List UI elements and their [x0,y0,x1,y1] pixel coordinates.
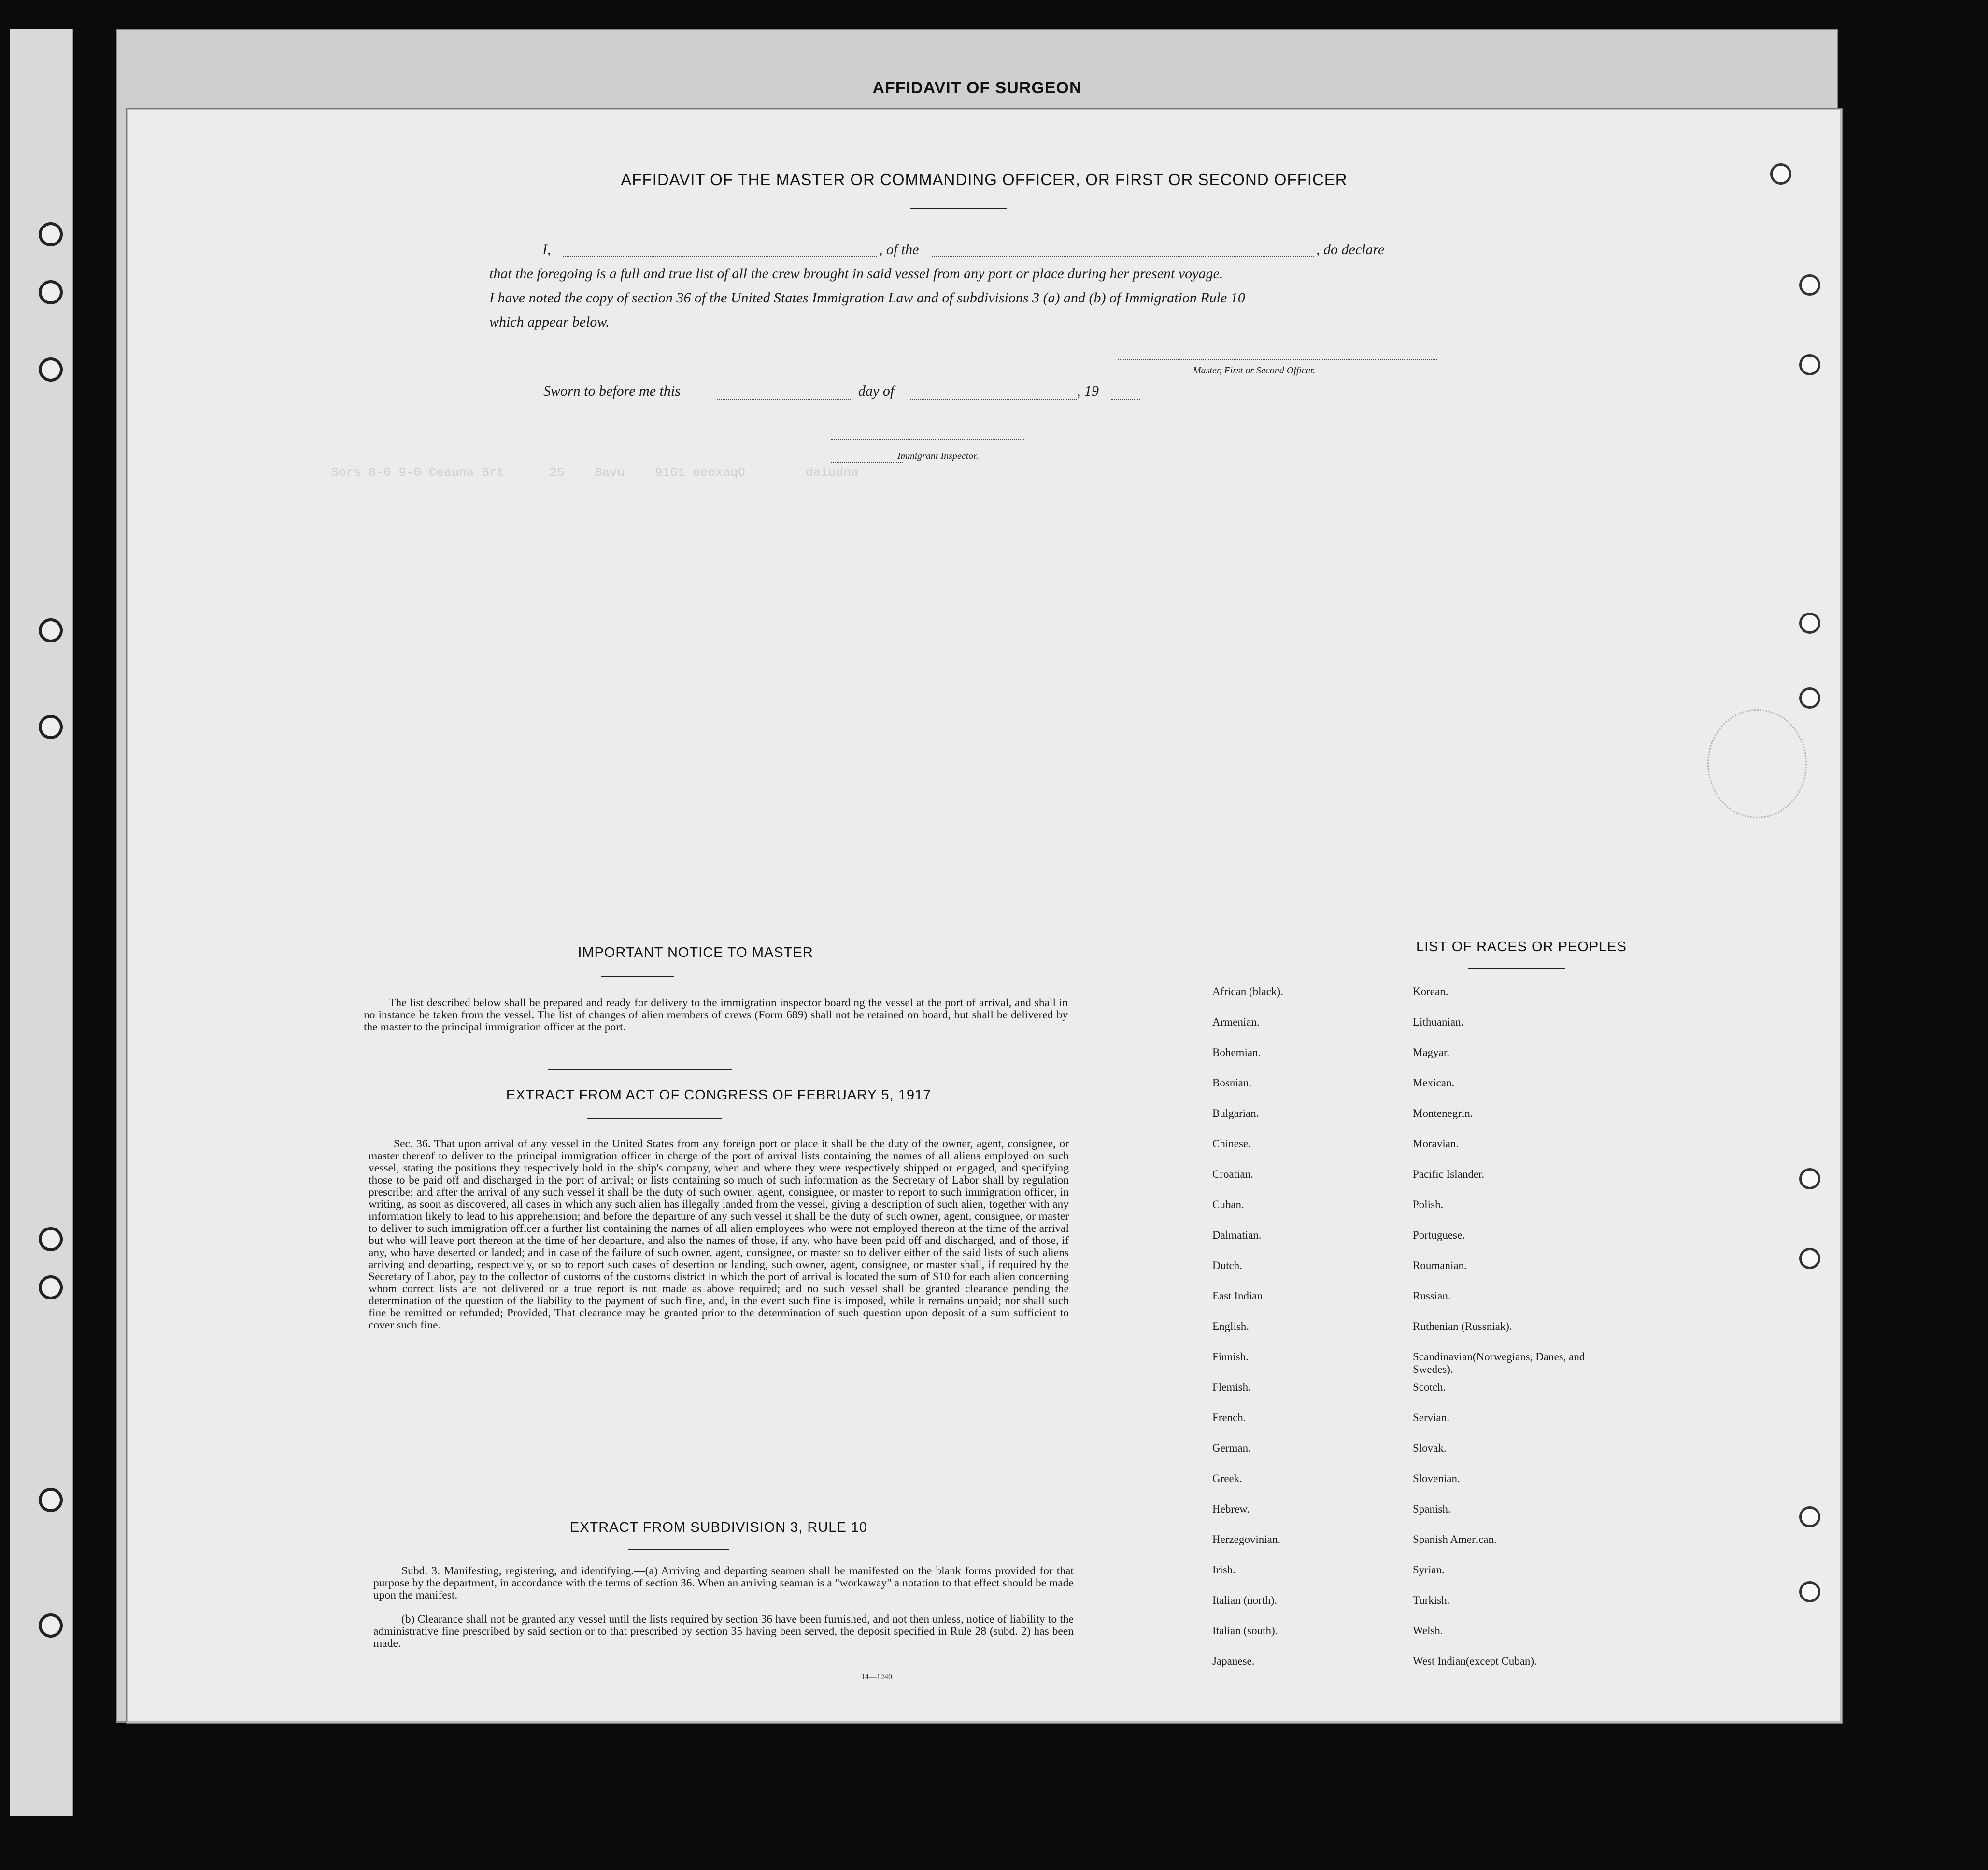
affidavit-title: AFFIDAVIT OF THE MASTER OR COMMANDING OFFICER, OR FIRST OR SECOND OFFICER [621,171,1348,188]
master-signature-label: Master, First or Second Officer. [1193,365,1316,376]
vessel-name-field[interactable] [932,256,1314,257]
punch-hole-icon [1799,1168,1820,1189]
sworn-year-label: , 19 [1077,383,1099,399]
affidavit-line-2: that the foregoing is a full and true list of all the crew brought in said vessel from any port or place during her present voyage. [489,266,1223,282]
title-underline [910,208,1007,209]
sworn-day-of-label: day of [858,383,895,399]
race-item: Cuban. [1212,1199,1244,1211]
races-right-column [1413,985,1625,1685]
binder-ring-icon [39,1275,63,1299]
race-item: Japanese. [1212,1655,1255,1667]
act-extract-title: EXTRACT FROM ACT OF CONGRESS OF FEBRUARY 5, 1917 [506,1087,932,1103]
bleed-through-text: Sors 8-0 9-0 Ceauna Brt 25 Bavu 9161 eeoxaqO daiudna [331,465,859,480]
race-item: Bosnian. [1212,1077,1252,1089]
ink-stamp [1707,709,1807,818]
race-item: Finnish. [1212,1351,1249,1363]
notice-title: IMPORTANT NOTICE TO MASTER [578,945,813,960]
form-number: 14—1240 [861,1673,892,1681]
punch-hole-icon [1799,687,1820,709]
race-item: Scandinavian(Norwegians, Danes, and Swedes). [1413,1351,1585,1375]
binder-ring-icon [39,280,63,304]
act-extract-text: Sec. 36. That upon arrival of any vessel in the United States from any foreign port or place it shall be the duty of the owner, agent, consignee, or master thereof to deliver to the principal immigration officer in charge of the port of arrival lists containing the names of all aliens employed on such vessel, stating the positions they respectively hold in the ship's company, when and where they were respectively shipped or engaged, and specifying those to be paid off and discharged in the port of arrival; or lists containing so much of such information as the Secretary of Labor shall by regulation prescribe; and after the arrival of any such vessel it shall be the duty of such owner, agent, consignee, or master to report to such immigration officer, in writing, as soon as discovered, all cases in which any such alien has illegally landed from the vessel, giving a description of such alien, together with any information likely to lead to his apprehension; and before the departure of any such vessel it shall be the duty of such owner, agent, consignee, or master to deliver to such immigration officer a further list containing the names of all alien employees who were not employed thereon at the time of the arrival but who will leave port thereon at the time of her departure, and also the names of those, if any, who have been paid off and discharged, and of those, if any, who have deserted or landed; and in case of the failure of such owner, agent, consignee, or master so to deliver either of the said lists of such aliens arriving and departing, respectively, or so to report such cases of desertion or landing, such owner, agent, consignee, or master shall, if required by the Secretary of Labor, pay to the collector of customs of the customs district in which the port of arrival is located the sum of $10 for each alien concerning whom correct lists are not delivered or a true report is not made as above required; and no such vessel shall be granted clearance pending the determination of the question of the liability to the payment of such fine, and, in the event such fine is imposed, while it remains unpaid; nor shall such fine be remitted or refunded; Provided, That clearance may be granted prior to the determination of such question upon deposit of a sum sufficient to cover such fine. [369,1138,1069,1331]
affidavit-i-label: I, [542,242,551,257]
back-sheet-header: AFFIDAVIT OF SURGEON [872,79,1082,97]
affidavit-of-the-label: , of the [879,242,919,257]
race-item: Slovak. [1413,1442,1447,1454]
race-item: German. [1212,1442,1251,1454]
punch-hole-icon [1799,274,1820,296]
binder-ring-icon [39,222,63,246]
races-left-column [1212,985,1283,1685]
officer-name-field[interactable] [563,256,877,257]
binder-ring-icon [39,715,63,739]
race-item: Spanish American. [1413,1533,1497,1545]
race-item: Dalmatian. [1212,1229,1262,1241]
race-item: Spanish. [1413,1503,1451,1515]
sworn-prefix: Sworn to before me this [543,383,681,399]
punch-hole-icon [1799,1506,1820,1527]
binder-ring-icon [39,1488,63,1512]
punch-hole-icon [1799,613,1820,634]
sworn-day-field[interactable] [717,399,852,400]
race-item: Montenegrin. [1413,1107,1473,1119]
race-item: Portuguese. [1413,1229,1465,1241]
race-item: Bulgarian. [1212,1107,1259,1119]
inspector-label: Immigrant Inspector. [897,451,979,461]
races-title: LIST OF RACES OR PEOPLES [1416,939,1627,955]
sworn-year-field[interactable] [1111,399,1140,400]
race-item: Scotch. [1413,1381,1446,1393]
notice-underline [601,976,674,977]
race-item: Syrian. [1413,1564,1445,1576]
binder-ring-icon [39,357,63,382]
rule-underline [628,1549,729,1550]
sworn-month-field[interactable] [910,399,1077,400]
race-item: Ruthenian (Russniak). [1413,1320,1512,1332]
race-item: French. [1212,1412,1246,1424]
race-item: Moravian. [1413,1138,1459,1150]
race-item: Magyar. [1413,1046,1450,1058]
race-item: Italian (north). [1212,1594,1278,1606]
race-item: Russian. [1413,1290,1451,1302]
binder-ring-icon [39,1227,63,1251]
rule-extract-text-a: Subd. 3. Manifesting, registering, and identifying.—(a) Arriving and departing seamen shall be manifested on the blank forms provided for that purpose by the department, in accordance with the terms of section 36. When an arriving seaman is a "workaway" a notation to that effect should be made upon the manifest. [373,1565,1074,1601]
master-signature-field[interactable] [1118,359,1437,360]
inspector-signature-field[interactable] [831,439,1024,440]
race-item: Lithuanian. [1413,1016,1464,1028]
affidavit-line-3: I have noted the copy of section 36 of the United States Immigration Law and of subdivisions 3 (a) and (b) of Immigration Rule 10 [489,290,1245,306]
punch-hole-icon [1799,1248,1820,1269]
race-item: Polish. [1413,1199,1444,1211]
race-item: Slovenian. [1413,1472,1460,1485]
race-item: Flemish. [1212,1381,1251,1393]
race-item: Welsh. [1413,1625,1443,1637]
punch-hole-icon [1799,1581,1820,1602]
race-item: Chinese. [1212,1138,1251,1150]
race-item: Roumanian. [1413,1259,1467,1271]
race-item: Herzegovinian. [1212,1533,1281,1545]
affidavit-declare-label: , do declare [1316,242,1385,257]
race-item: Croatian. [1212,1168,1253,1180]
binder-ring-icon [39,1613,63,1638]
punch-hole-icon [1799,354,1820,375]
race-item: East Indian. [1212,1290,1265,1302]
race-item: Turkish. [1413,1594,1450,1606]
divider [548,1069,732,1070]
binder-strip [10,29,73,1816]
race-item: Hebrew. [1212,1503,1250,1515]
race-item: Servian. [1413,1412,1450,1424]
act-underline [587,1118,722,1119]
race-item: Dutch. [1212,1259,1242,1271]
race-item: African (black). [1212,985,1283,998]
race-item: Korean. [1413,985,1448,998]
races-underline [1468,968,1565,969]
race-item: English. [1212,1320,1250,1332]
manifest-sheet [127,109,1842,1723]
race-item: Italian (south). [1212,1625,1278,1637]
rule-extract-text-b: (b) Clearance shall not be granted any vessel until the lists required by section 36 have been furnished, and not then unless, notice of liability to the administrative fine prescribed by said section or to that prescribed by section 35 having been served, the deposit specified in Rule 28 (subd. 2) has been made. [373,1613,1074,1650]
race-item: Armenian. [1212,1016,1260,1028]
race-item: Bohemian. [1212,1046,1261,1058]
inspector-dots [831,462,903,463]
race-item: Mexican. [1413,1077,1455,1089]
notice-text: The list described below shall be prepared and ready for delivery to the immigration inspector boarding the vessel at the port of arrival, and shall in no instance be taken from the vessel. The list of changes of alien members of crews (Form 689) shall not be retained on board, but shall be delivered by the master to the principal immigration officer at the port. [364,997,1068,1033]
race-item: Greek. [1212,1472,1242,1485]
race-item: Irish. [1212,1564,1235,1576]
race-item: Pacific Islander. [1413,1168,1485,1180]
rule-extract-title: EXTRACT FROM SUBDIVISION 3, RULE 10 [569,1520,868,1535]
binder-ring-icon [39,618,63,642]
affidavit-line-4: which appear below. [489,314,610,330]
race-item: West Indian(except Cuban). [1413,1655,1537,1667]
